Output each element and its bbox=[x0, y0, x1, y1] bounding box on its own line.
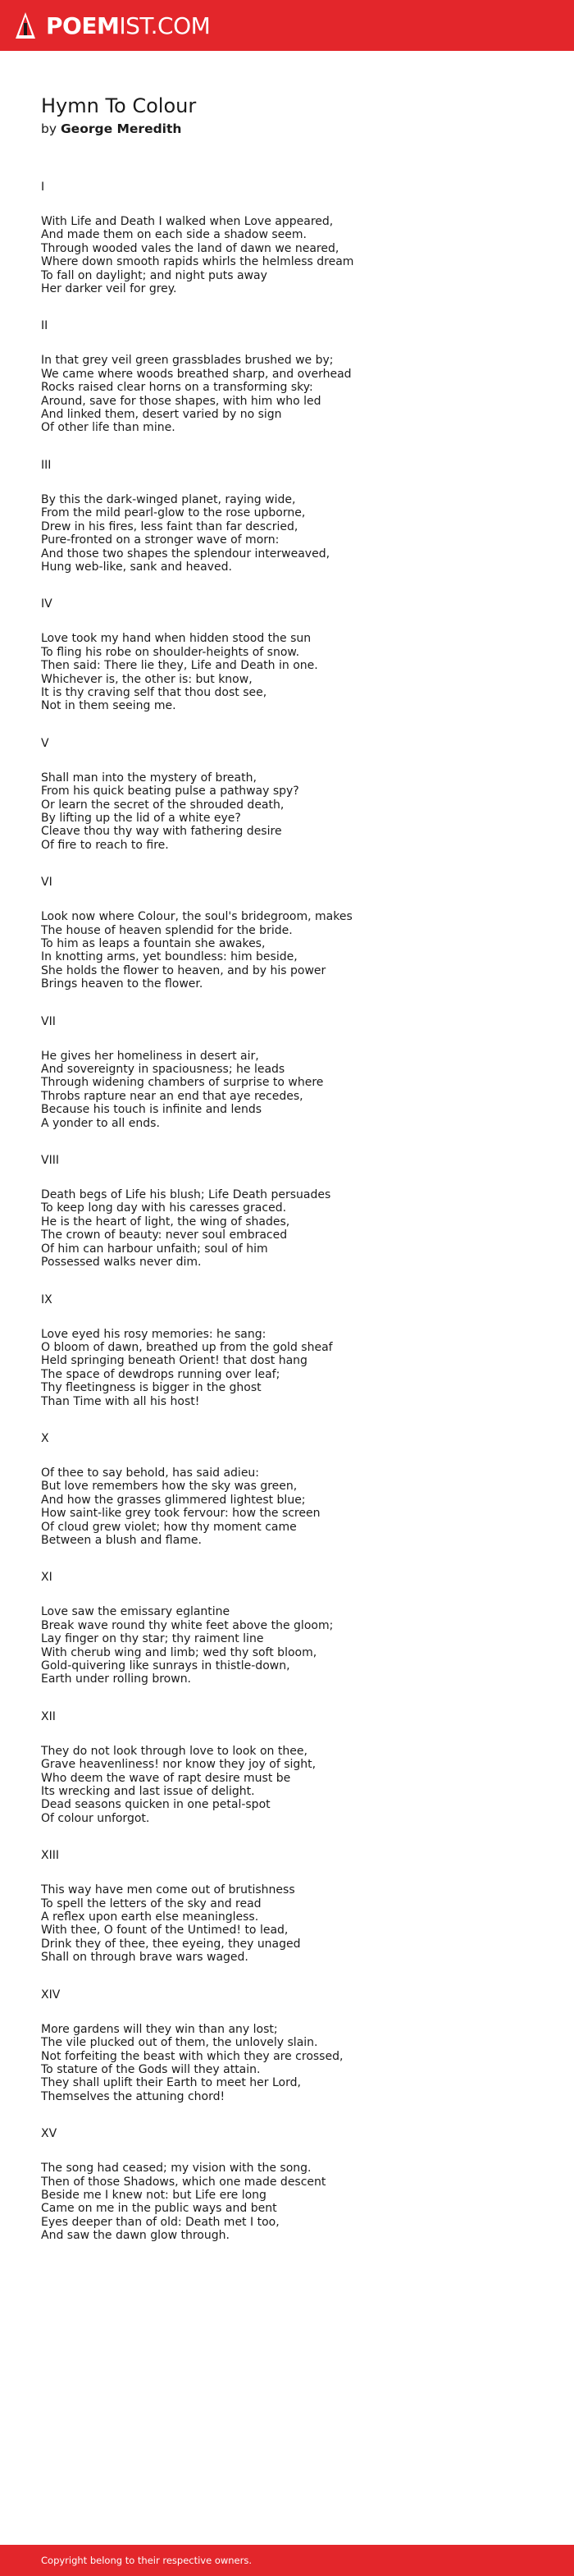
copyright-text: Copyright belong to their respective owners. bbox=[41, 2555, 253, 2566]
byline bbox=[41, 119, 533, 139]
poem-line: Love eyed his rosy memories: he sang: bbox=[41, 1327, 266, 1341]
poem-line: The crown of beauty: never soul embraced bbox=[41, 1229, 288, 1242]
poem-line: Gold-quivering like sunrays in thistle-down, bbox=[41, 1659, 290, 1672]
stanza-number: III bbox=[41, 458, 52, 472]
stanza-number: XV bbox=[41, 2127, 57, 2141]
poem-line: And linked them, desert varied by no sign bbox=[41, 408, 282, 422]
poem-line: Came on me in the public ways and bent bbox=[41, 2202, 277, 2216]
poem-line: Dead seasons quicken in one petal-spot bbox=[41, 1798, 271, 1812]
stanza-number: VII bbox=[41, 1014, 56, 1028]
poem-line: To him as leaps a fountain she awakes, bbox=[41, 937, 266, 950]
poem-title: Hymn To Colour bbox=[41, 94, 197, 117]
stanza bbox=[41, 1152, 549, 1269]
poem-line: The space of dewdrops running over leaf; bbox=[41, 1367, 280, 1381]
poem-line: Love saw the emissary eglantine bbox=[41, 1605, 230, 1619]
stanza bbox=[41, 735, 549, 852]
poem-line: Not forfeiting the beast with which they are crossed, bbox=[41, 2049, 344, 2063]
poem-line: This way have men come out of brutishness bbox=[41, 1883, 295, 1897]
poem-line: Love took my hand when hidden stood the sun bbox=[41, 632, 312, 646]
pen-nib-icon bbox=[13, 11, 38, 40]
poem-line: Death begs of Life his blush; Life Death persuades bbox=[41, 1188, 331, 1202]
poem-body bbox=[41, 179, 549, 2265]
poem-line: O bloom of dawn, breathed up from the gold sheaf bbox=[41, 1340, 333, 1354]
poem-line: In that grey veil green grassblades brushed we by; bbox=[41, 354, 334, 368]
poem-line: Hung web-like, sank and heaved. bbox=[41, 560, 232, 574]
stanza bbox=[41, 596, 549, 712]
stanza bbox=[41, 874, 549, 991]
poem-line: How saint-like grey took fervour: how the screen bbox=[41, 1507, 321, 1521]
poem-line: More gardens will they win than any lost; bbox=[41, 2022, 278, 2036]
poem-line: Between a blush and flame. bbox=[41, 1533, 202, 1547]
stanza-number: IX bbox=[41, 1293, 52, 1306]
poem-line: Beside me I knew not: but Life ere long bbox=[41, 2188, 266, 2202]
poem-line: With cherub wing and limb; wed thy soft bloom, bbox=[41, 1645, 317, 1659]
poem-line: A yonder to all ends. bbox=[41, 1116, 160, 1130]
poem-line: Of thee to say behold, has said adieu: bbox=[41, 1466, 260, 1480]
site-footer bbox=[0, 2545, 574, 2576]
stanza bbox=[41, 1709, 549, 1825]
poem-line: Look now where Colour, the soul's bridegroom, makes bbox=[41, 910, 353, 924]
poem-line: Its wrecking and last issue of delight. bbox=[41, 1785, 255, 1799]
poem-line: Brings heaven to the flower. bbox=[41, 977, 203, 991]
stanza bbox=[41, 2125, 549, 2242]
poem-line: The vile plucked out of them, the unlovely slain. bbox=[41, 2036, 318, 2050]
poem-line: Than Time with all his host! bbox=[41, 1394, 200, 1408]
poem-line: In knotting arms, yet boundless: him beside, bbox=[41, 950, 298, 964]
stanza bbox=[41, 179, 549, 295]
poem-line: Then of those Shadows, which one made descent bbox=[41, 2175, 326, 2189]
poem-line: Then said: There lie they, Life and Death in one. bbox=[41, 659, 318, 673]
poem-line: Grave heavenliness! nor know they joy of sight, bbox=[41, 1758, 317, 1772]
poem-header bbox=[41, 94, 533, 139]
stanza bbox=[41, 318, 549, 434]
stanza bbox=[41, 1569, 549, 1686]
poem-line: Possessed walks never dim. bbox=[41, 1256, 202, 1270]
stanza-number: XI bbox=[41, 1571, 52, 1585]
stanza-number: VIII bbox=[41, 1154, 59, 1168]
poem-line: Eyes deeper than of old: Death met I too, bbox=[41, 2215, 280, 2229]
poem-line: It is thy craving self that thou dost see, bbox=[41, 685, 267, 699]
stanza bbox=[41, 1430, 549, 1547]
poem-line: Of cloud grew violet; how thy moment came bbox=[41, 1520, 297, 1534]
poem-line: They shall uplift their Earth to meet her Lord, bbox=[41, 2076, 301, 2090]
logo-text-light: IST.COM bbox=[119, 11, 211, 39]
poem-line: The house of heaven splendid for the bride. bbox=[41, 923, 293, 937]
stanza-number: I bbox=[41, 181, 45, 194]
poem-line: Whichever is, the other is: but know, bbox=[41, 672, 253, 686]
poem-line: To fall on daylight; and night puts away bbox=[41, 268, 267, 282]
poem-line: And saw the dawn glow through. bbox=[41, 2229, 230, 2243]
poem-line: With thee, O fount of the Untimed! to lead, bbox=[41, 1924, 289, 1938]
poem-line: Drink they of thee, thee eyeing, they unaged bbox=[41, 1937, 301, 1951]
poem-line: Lay finger on thy star; thy raiment line bbox=[41, 1632, 264, 1646]
stanza-number: VI bbox=[41, 876, 52, 890]
poem-line: Break wave round thy white feet above the gloom; bbox=[41, 1618, 334, 1632]
poem-line: He is the heart of light, the wing of shades, bbox=[41, 1215, 290, 1229]
poem-line: To spell the letters of the sky and read bbox=[41, 1897, 262, 1910]
poem-line: Shall on through brave wars waged. bbox=[41, 1951, 248, 1965]
stanza-number: IV bbox=[41, 597, 52, 611]
poem-line: Drew in his fires, less faint than far descried, bbox=[41, 519, 298, 533]
poem-line: Or learn the secret of the shrouded death, bbox=[41, 798, 285, 812]
site-header bbox=[0, 0, 574, 51]
poem-line: Held springing beneath Orient! that dost hang bbox=[41, 1354, 308, 1368]
poem-line: Around, save for those shapes, with him who led bbox=[41, 394, 321, 408]
poem-line: Of him can harbour unfaith; soul of him bbox=[41, 1242, 268, 1256]
stanza-number: XII bbox=[41, 1709, 56, 1723]
poem-line: To keep long day with his caresses graced. bbox=[41, 1201, 287, 1215]
stanza-number: II bbox=[41, 319, 48, 333]
poem-line: And made them on each side a shadow seem. bbox=[41, 228, 307, 242]
stanza bbox=[41, 1292, 549, 1408]
poem-line: Where down smooth rapids whirls the helmless dream bbox=[41, 255, 354, 269]
poem-line: Of other life than mine. bbox=[41, 421, 175, 435]
poem-line: From the mild pearl-glow to the rose upborne, bbox=[41, 506, 306, 520]
poem-line: And how the grasses glimmered lightest blue; bbox=[41, 1493, 306, 1507]
poem-line: They do not look through love to look on thee, bbox=[41, 1744, 308, 1758]
poem-line: From his quick beating pulse a pathway spy? bbox=[41, 785, 299, 798]
poem-line: He gives her homeliness in desert air, bbox=[41, 1049, 259, 1063]
poem-line: Of fire to reach to fire. bbox=[41, 838, 169, 852]
stanza-number: X bbox=[41, 1431, 49, 1445]
poem-line: The song had ceased; my vision with the song. bbox=[41, 2162, 312, 2176]
poem-line: Pure-fronted on a stronger wave of morn: bbox=[41, 533, 280, 547]
poem-line: Through wooded vales the land of dawn we neared, bbox=[41, 241, 339, 255]
poem-line: We came where woods breathed sharp, and overhead bbox=[41, 367, 352, 381]
stanza-number: XIV bbox=[41, 1988, 61, 2002]
poem-line: With Life and Death I walked when Love appeared, bbox=[41, 215, 334, 228]
site-logo[interactable] bbox=[13, 11, 210, 40]
stanza bbox=[41, 457, 549, 574]
poem-line: Who deem the wave of rapt desire must be bbox=[41, 1771, 291, 1785]
poem-line: A reflex upon earth else meaningless. bbox=[41, 1910, 259, 1924]
poem-line: To stature of the Gods will they attain. bbox=[41, 2062, 261, 2076]
logo-text-bold: POEM bbox=[46, 11, 120, 39]
author-name: George Meredith bbox=[60, 121, 182, 136]
poem-line: Her darker veil for grey. bbox=[41, 282, 177, 296]
stanza-number: XIII bbox=[41, 1849, 59, 1863]
stanza bbox=[41, 1013, 549, 1130]
poem-line: Not in them seeing me. bbox=[41, 699, 176, 713]
poem-line: Throbs rapture near an end that aye recedes, bbox=[41, 1089, 303, 1103]
stanza bbox=[41, 1987, 549, 2103]
poem-line: She holds the flower to heaven, and by his power bbox=[41, 963, 326, 977]
poem-line: Of colour unforgot. bbox=[41, 1811, 150, 1825]
poem-line: Thy fleetingness is bigger in the ghost bbox=[41, 1381, 262, 1395]
stanza bbox=[41, 1847, 549, 1964]
poem-line: And sovereignty in spaciousness; he leads bbox=[41, 1063, 285, 1077]
poem-line: Cleave thou thy way with fathering desire bbox=[41, 825, 282, 839]
poem-line: Because his touch is infinite and lends bbox=[41, 1103, 262, 1117]
logo-text bbox=[46, 12, 210, 39]
poem-line: By lifting up the lid of a white eye? bbox=[41, 811, 241, 825]
poem-line: Rocks raised clear horns on a transforming sky: bbox=[41, 381, 313, 395]
poem-line: Earth under rolling brown. bbox=[41, 1672, 192, 1686]
poem-line: By this the dark-winged planet, raying wide, bbox=[41, 492, 296, 506]
poem-line: But love remembers how the sky was green, bbox=[41, 1480, 298, 1494]
poem-line: Shall man into the mystery of breath, bbox=[41, 771, 257, 785]
poem-line: Themselves the attuning chord! bbox=[41, 2089, 226, 2103]
by-label: by bbox=[41, 121, 57, 136]
poem-line: To fling his robe on shoulder-heights of snow. bbox=[41, 645, 300, 659]
poem-line: Through widening chambers of surprise to where bbox=[41, 1076, 324, 1090]
stanza-number: V bbox=[41, 736, 49, 750]
poem-line: And those two shapes the splendour interweaved, bbox=[41, 547, 330, 560]
